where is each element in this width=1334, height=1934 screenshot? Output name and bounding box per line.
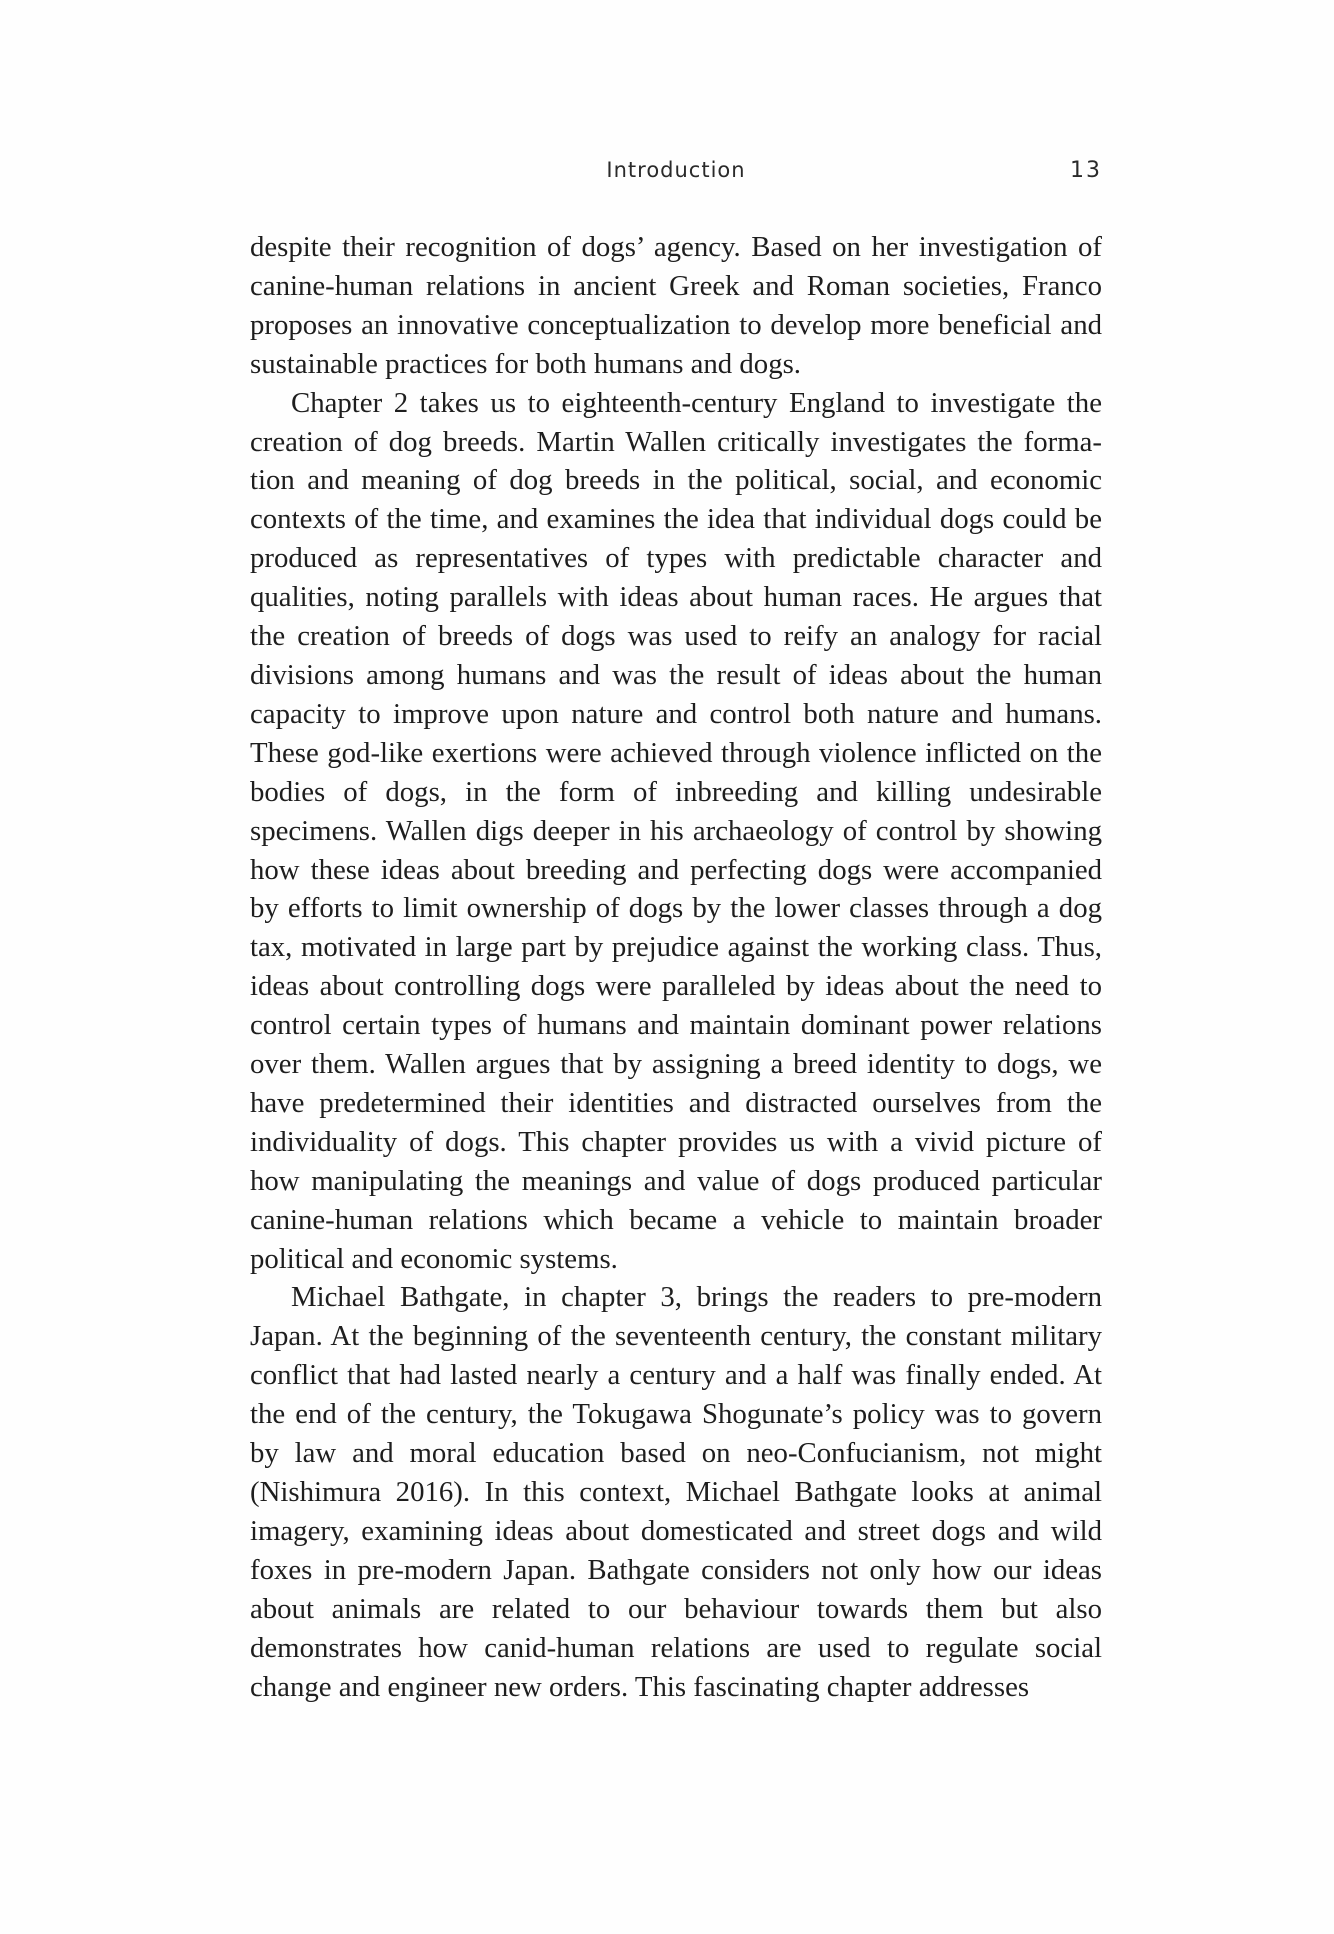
paragraph-1: despite their recognition of dogs’ agency. Based on her investigation of canine-human relations in ancient Greek and Roman societies, Franco proposes an innovative conceptualization to develop more beneficial and sustainable practices for both humans and dogs.: [250, 231, 1102, 380]
running-title: Introduction: [606, 158, 746, 182]
paragraph-3: Michael Bathgate, in chapter 3, brings the readers to pre-modern Japan. At the beginning of the seventeenth century, the constant military conflict that had lasted nearly a century and a half was finally ended. At the end of the century, the Tokugawa Shogunate’s policy was to govern by law and moral education based on neo-Confucianism, not might (Nishimura 2016). In this context, Michael Bathgate looks at animal imagery, examining ideas about domesticated and street dogs and wild foxes in pre-modern Japan. Bathgate considers not only how our ideas about animals are related to our behaviour towards them but also demonstrates how canid-human relations are used to regulate social change and engineer new orders. This fascinating chapter addresses: [250, 1281, 1102, 1703]
page-number: 13: [1070, 158, 1102, 183]
paragraph-2: Chapter 2 takes us to eighteenth-century England to investigate the creation of dog breeds. Martin Wallen critically investigates the formation and meaning of dog breeds in the political, social, and economic contexts of the time, and examines the idea that individual dogs could be produced as representatives of types with predictable character and qualities, noting parallels with ideas about human races. He argues that the creation of breeds of dogs was used to reify an analogy for racial divisions among humans and was the result of ideas about the human capacity to improve upon nature and control both nature and humans. These god-like exertions were achieved through violence inflicted on the bodies of dogs, in the form of inbreeding and killing undesirable specimens. Wallen digs deeper in his archaeology of control by showing how these ideas about breeding and perfecting dogs were accompanied by efforts to limit ownership of dogs by the lower classes through a dog tax, motivated in large part by prejudice against the working class. Thus, ideas about controlling dogs were paralleled by ideas about the need to control certain types of humans and maintain dominant power relations over them. Wallen argues that by assigning a breed identity to dogs, we have predetermined their identities and distracted ourselves from the individuality of dogs. This chapter provides us with a vivid picture of how manipulating the meanings and value of dogs produced particular canine-human relations which became a vehicle to maintain broader political and economic systems.: [250, 386, 1102, 1275]
running-header: [250, 158, 1102, 192]
body-text: [250, 228, 1102, 1706]
